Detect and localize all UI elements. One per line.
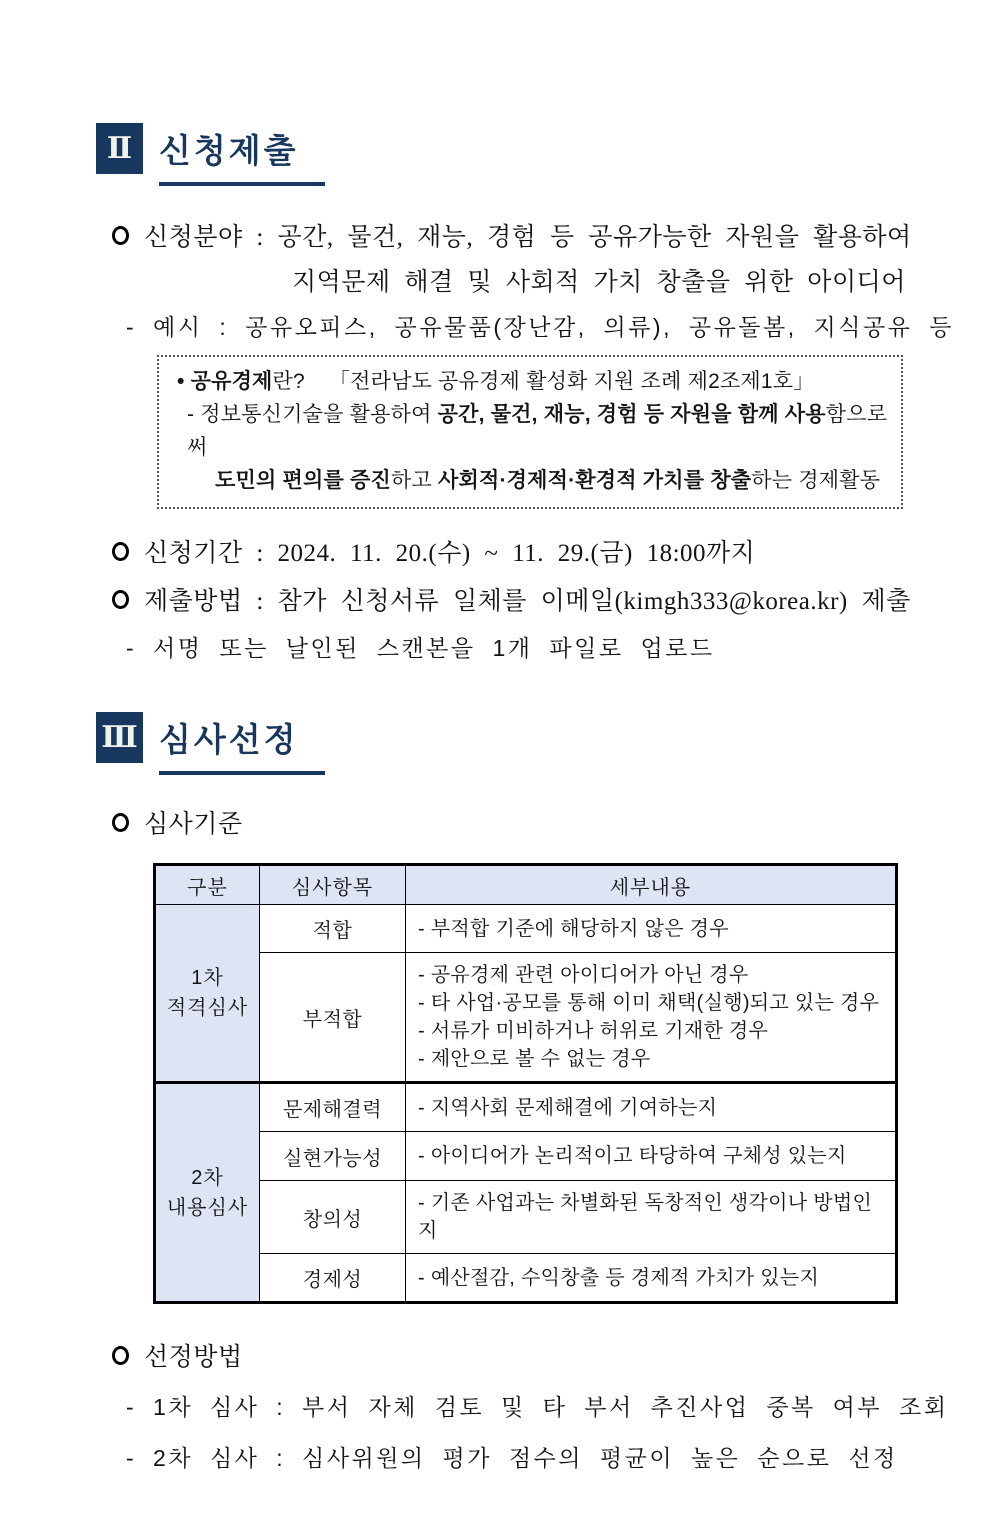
group-cell-round2: 2차 내용심사: [155, 1083, 260, 1303]
detail-cell: - 지역사회 문제해결에 기여하는지: [406, 1083, 897, 1132]
example-line: - 예시 : 공유오피스, 공유물품(장난감, 의류), 공유돌봄, 지식공유 등: [126, 314, 954, 340]
criteria-label-line: [112, 802, 992, 847]
item-cell: 적합: [260, 905, 406, 953]
infobox-line3: 도민의 편의를 증진하고 사회적·경제적·환경적 가치를 창출하는 경제활동: [215, 469, 881, 492]
circle-bullet-icon: [112, 590, 129, 609]
table-row: [155, 1132, 897, 1181]
detail-cell: - 기존 사업과는 차별화된 독창적인 생각이나 방법인지: [406, 1181, 897, 1254]
infobox-line1-bullet-bold: • 공유경제: [177, 370, 273, 393]
submission-method-text: 제출방법 : 참가 신청서류 일체를 이메일(kimgh333@korea.kr) 제출: [144, 588, 911, 615]
table-row: [155, 1083, 897, 1132]
selection-step2-line: - 2차 심사 : 심사위원의 평가 점수의 평균이 높은 순으로 선정: [126, 1445, 898, 1471]
circle-bullet-icon: [112, 226, 129, 245]
header-detail: 세부내용: [406, 865, 897, 905]
section-2-header: [96, 123, 992, 186]
item-cell: 부적합: [260, 953, 406, 1083]
detail-cell: - 아이디어가 논리적이고 타당하여 구체성 있는지: [406, 1132, 897, 1181]
application-period-line: [112, 531, 992, 576]
detail-cell: - 부적합 기준에 해당하지 않은 경우: [406, 905, 897, 953]
item-cell: 실현가능성: [260, 1132, 406, 1181]
selection-step1-line: - 1차 심사 : 부서 자체 검토 및 타 부서 추진사업 중복 여부 조회: [126, 1394, 949, 1420]
document-page: [0, 123, 992, 1526]
header-item: 심사항목: [260, 865, 406, 905]
circle-bullet-icon: [112, 542, 129, 561]
item-cell: 경제성: [260, 1254, 406, 1303]
section-3-header: [96, 712, 992, 775]
table-row: [155, 953, 897, 1083]
selection-method-text: 선정방법: [144, 1344, 243, 1371]
application-field-line2: 지역문제 해결 및 사회적 가치 창출을 위한 아이디어: [292, 269, 906, 296]
application-field-line1: 신청분야 : 공간, 물건, 재능, 경험 등 공유가능한 자원을 활용하여: [144, 224, 912, 251]
circle-bullet-icon: [112, 813, 129, 832]
section-2-marker: Ⅱ: [96, 123, 143, 174]
table-row: [155, 1181, 897, 1254]
application-period-text: 신청기간 : 2024. 11. 20.(수) ~ 11. 29.(금) 18:00까지: [144, 540, 756, 567]
section-3-title: 심사선정: [159, 714, 325, 775]
criteria-label-text: 심사기준: [144, 811, 243, 838]
section-3-marker: Ⅲ: [96, 712, 143, 763]
infobox-line1-quote: 「전라남도 공유경제 활성화 지원 조례 제2조제1호」: [328, 370, 815, 393]
item-cell: 문제해결력: [260, 1083, 406, 1132]
section-2-title: 신청제출: [159, 125, 325, 186]
circle-bullet-icon: [112, 1346, 129, 1365]
criteria-table: [153, 863, 898, 1304]
header-category: 구분: [155, 865, 260, 905]
table-row: [155, 905, 897, 953]
application-field-line: [112, 215, 992, 305]
infobox-line2: - 정보통신기술을 활용하여 공간, 물건, 재능, 경험 등 자원을 함께 사용함으로써: [187, 403, 888, 459]
group-cell-round1: 1차 적격심사: [155, 905, 260, 1083]
table-header-row: [155, 865, 897, 905]
detail-cell: - 예산절감, 수익창출 등 경제적 가치가 있는지: [406, 1254, 897, 1303]
submission-note-line: - 서명 또는 날인된 스캔본을 1개 파일로 업로드: [126, 635, 715, 661]
item-cell: 창의성: [260, 1181, 406, 1254]
selection-method-line: [112, 1335, 992, 1380]
submission-method-line: [112, 579, 992, 624]
detail-cell: - 공유경제 관련 아이디어가 아닌 경우 - 타 사업·공모를 통해 이미 채택(실행)되고 있는 경우 - 서류가 미비하거나 허위로 기재한 경우 - 제안으로 볼 수 없는 경우: [406, 953, 897, 1083]
infobox-line1: • 공유경제란? 「전라남도 공유경제 활성화 지원 조례 제2조제1호」: [177, 370, 815, 393]
sharing-economy-infobox: [157, 355, 903, 509]
application-field-text: [144, 215, 912, 305]
table-row: [155, 1254, 897, 1303]
